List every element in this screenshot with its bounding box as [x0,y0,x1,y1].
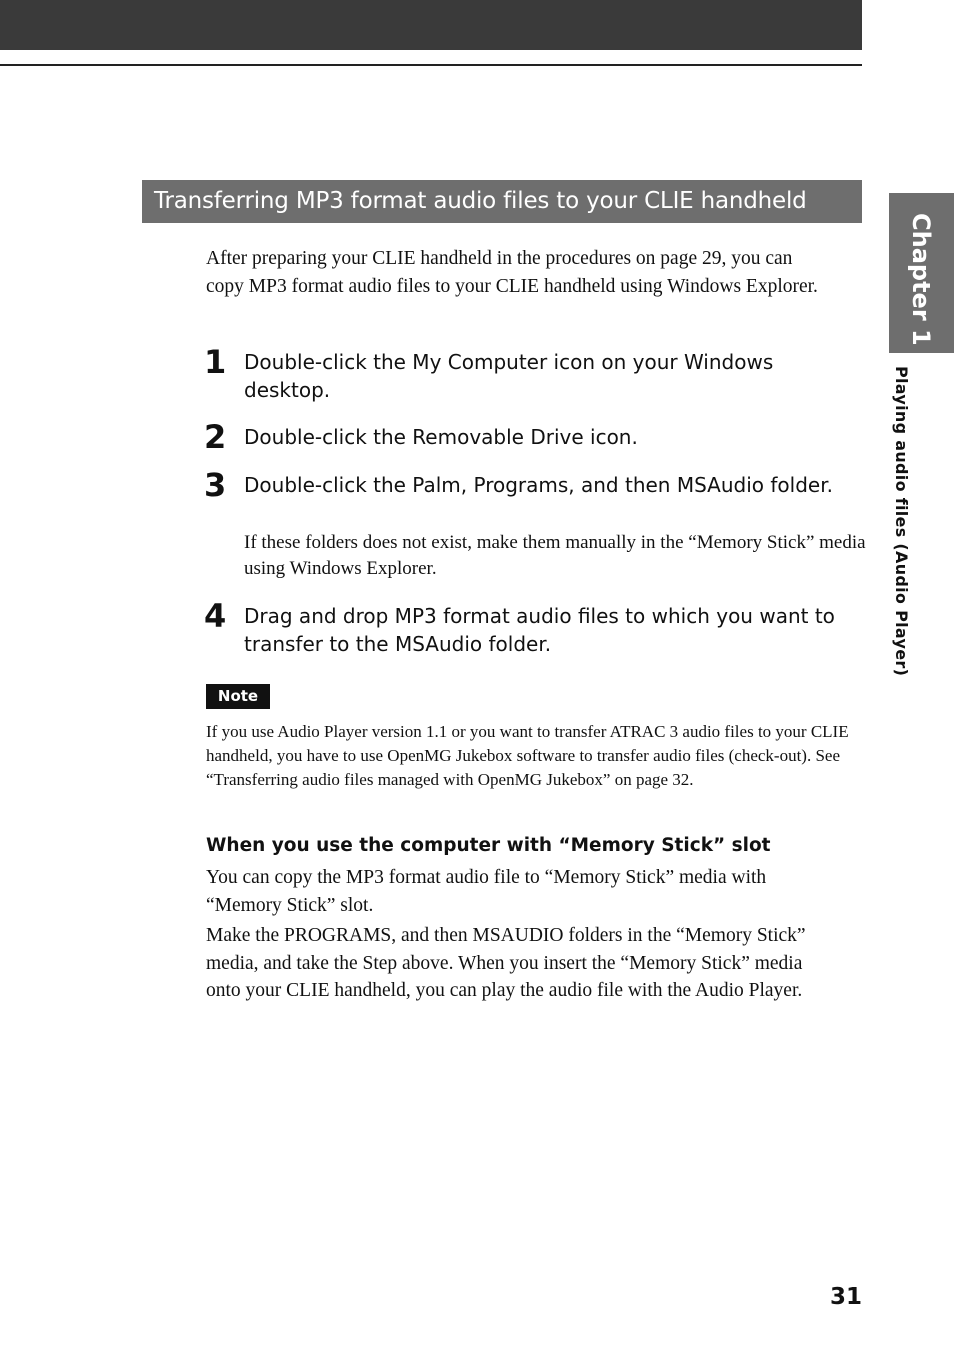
intro-paragraph: After preparing your CLIE handheld in the procedures on page 29, you can copy MP3 format audio files to your CLIE handheld using Windows Explorer. [206,248,818,297]
step-text: Double-click the My Computer icon on your Windows desktop. [244,350,774,402]
header-rule [0,64,862,66]
step-number: 4 [204,597,227,635]
memory-stick-paragraph-1: You can copy the MP3 format audio file to “Memory Stick” media with “Memory Stick” slot. [206,867,767,916]
step-text: Drag and drop MP3 format audio files to which you want to transfer to the MSAudio folder. [244,604,835,656]
header-bar [0,0,862,50]
step-detail: If these folders does not exist, make them manually in the “Memory Stick” media using Windows Explorer. [244,532,866,579]
step-text: Double-click the Removable Drive icon. [244,425,638,449]
memory-stick-heading: When you use the computer with “Memory Stick” slot [206,835,771,856]
chapter-section-label: Playing audio files (Audio Player) [892,366,911,677]
memory-stick-paragraph-2: Make the PROGRAMS, and then MSAUDIO folders in the “Memory Stick” media, and take the Step above. When you insert the “Memory Stick” media onto your CLIE handheld, you can play the audio file with the Audio Player. [206,925,806,1001]
note-badge: Note [206,684,270,709]
step-number: 3 [204,466,227,504]
step-text: Double-click the Palm, Programs, and then MSAudio folder. [244,473,833,497]
step-number: 1 [204,343,227,381]
note-text: If you use Audio Player version 1.1 or you want to transfer ATRAC 3 audio files to your CLIE handheld, you have to use OpenMG Jukebox software to transfer audio files (check-out). See “Transferring audio files managed with OpenMG Jukebox” on page 32. [206,722,849,789]
step-number: 2 [204,418,227,456]
section-title: Transferring MP3 format audio files to your CLIE handheld [142,180,862,223]
chapter-label: Chapter 1 [907,213,935,346]
page-number: 31 [829,1284,862,1310]
